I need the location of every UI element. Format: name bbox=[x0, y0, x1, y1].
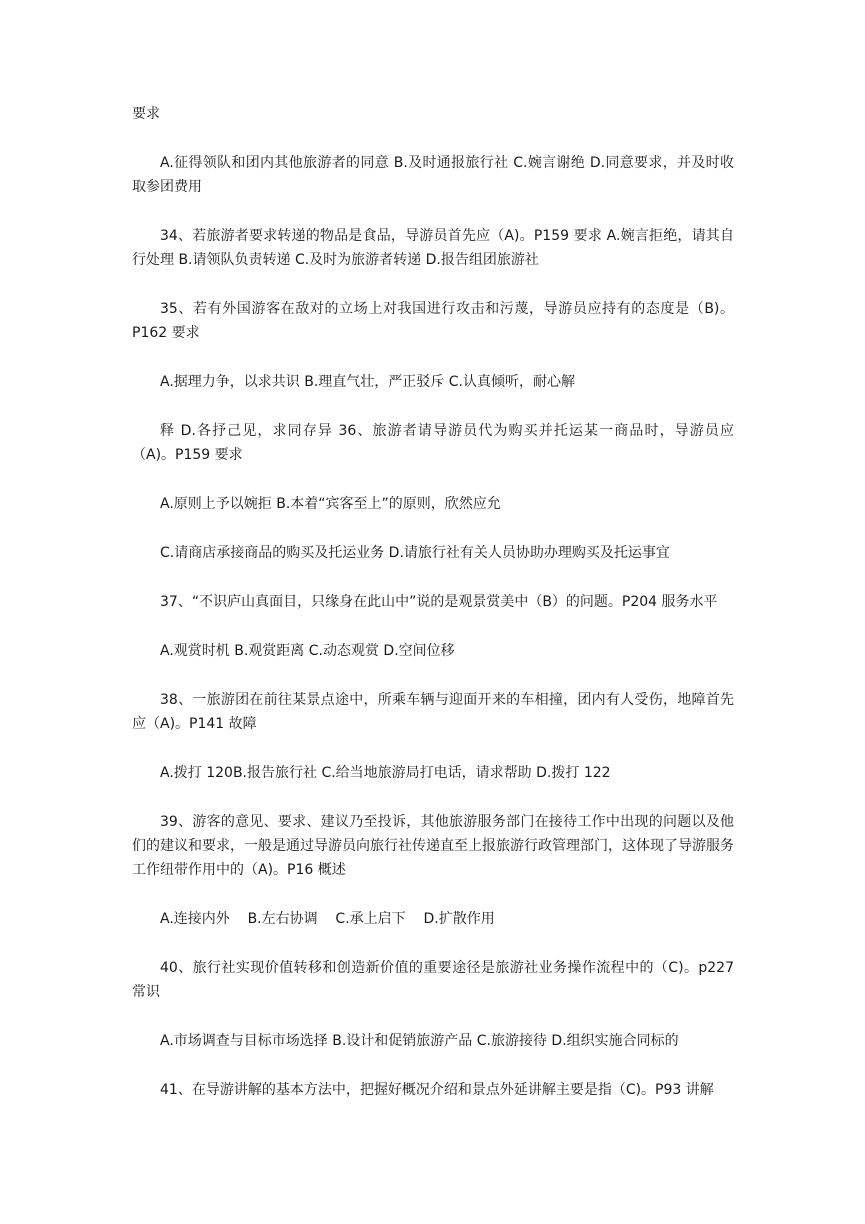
paragraph-1: A.征得领队和团内其他旅游者的同意 B.及时通报旅行社 C.婉言谢绝 D.同意要求，并及时收取参团费用 bbox=[132, 155, 734, 195]
paragraph-6: A.原则上予以婉拒 B.本着“宾客至上”的原则，欣然应允 bbox=[160, 496, 501, 512]
paragraph-4: A.据理力争，以求共识 B.理直气壮，严正驳斥 C.认真倾听，耐心解 bbox=[160, 374, 575, 390]
paragraph-5: 释 D.各抒己见，求同存异 36、旅游者请导游员代为购买并托运某一商品时，导游员应（A)。P159 要求 bbox=[132, 423, 734, 463]
paragraph-15: A.市场调查与目标市场选择 B.设计和促销旅游产品 C.旅游接待 D.组织实施合同标的 bbox=[160, 1033, 679, 1049]
paragraph-7: C.请商店承接商品的购买及托运业务 D.请旅行社有关人员协助办理购买及托运事宜 bbox=[160, 545, 670, 561]
paragraph-8: 37、“不识庐山真面目，只缘身在此山中”说的是观景赏美中（B）的问题。P204 服务水平 bbox=[160, 594, 718, 610]
paragraph-13: A.连接内外 B.左右协调 C.承上启下 D.扩散作用 bbox=[160, 911, 495, 927]
paragraph-9: A.观赏时机 B.观赏距离 C.动态观赏 D.空间位移 bbox=[160, 643, 455, 659]
paragraph-10: 38、一旅游团在前往某景点途中，所乘车辆与迎面开来的车相撞，团内有人受伤，地障首先应（A)。P141 故障 bbox=[132, 692, 734, 732]
paragraph-2: 34、若旅游者要求转递的物品是食品，导游员首先应（A)。P159 要求 A.婉言拒绝，请其自行处理 B.请领队负责转递 C.及时为旅游者转递 D.报告组团旅游社 bbox=[132, 228, 734, 268]
paragraph-0: 要求 bbox=[132, 106, 160, 122]
paragraph-12: 39、游客的意见、要求、建议乃至投诉，其他旅游服务部门在接待工作中出现的问题以及他们的建议和要求，一般是通过导游员向旅行社传递直至上报旅游行政管理部门，这体现了导游服务工作纽带作用中的（A)。P16 概述 bbox=[132, 814, 734, 878]
paragraph-3: 35、若有外国游客在敌对的立场上对我国进行攻击和污蔑，导游员应持有的态度是（B)。P162 要求 bbox=[132, 301, 734, 341]
document-page bbox=[132, 102, 739, 1127]
paragraph-16: 41、在导游讲解的基本方法中，把握好概况介绍和景点外延讲解主要是指（C)。P93 讲解 bbox=[160, 1082, 714, 1098]
paragraph-11: A.拨打 120B.报告旅行社 C.给当地旅游局打电话，请求帮助 D.拨打 122 bbox=[160, 765, 611, 781]
paragraph-14: 40、旅行社实现价值转移和创造新价值的重要途径是旅游社业务操作流程中的（C)。p227 常识 bbox=[132, 960, 739, 1000]
